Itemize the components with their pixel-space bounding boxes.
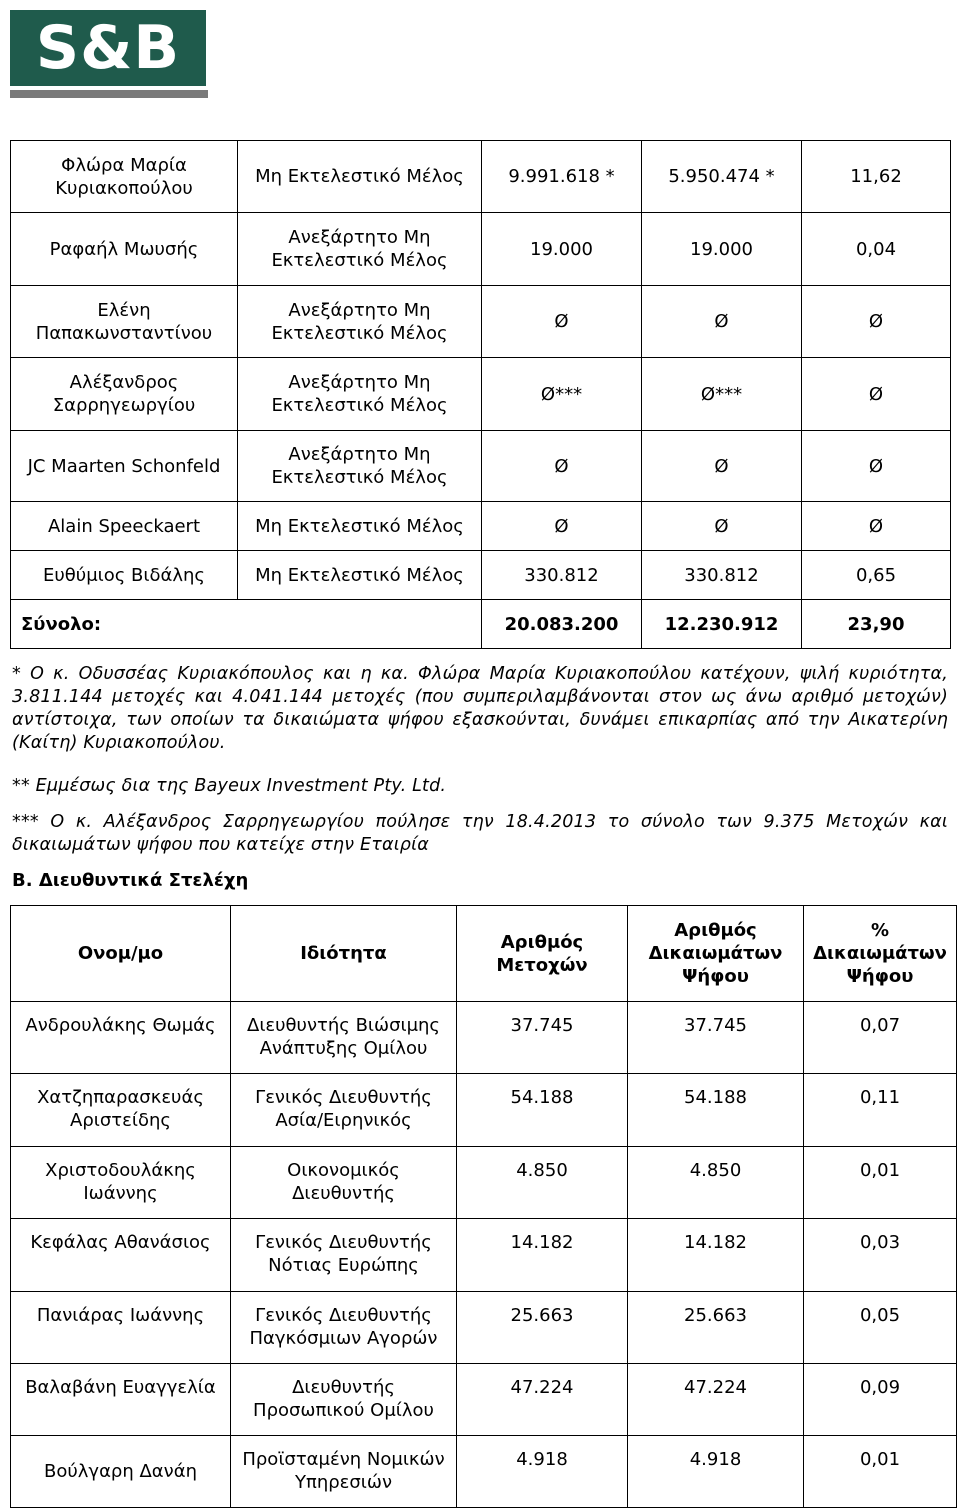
member-pct: Ø — [802, 502, 951, 551]
exec-role: Γενικός Διευθυντής Παγκόσμιων Αγορών — [231, 1292, 457, 1364]
member-votes: 330.812 — [642, 551, 802, 600]
exec-pct: 0,01 — [804, 1436, 957, 1508]
footnote-1-line: * Ο κ. Οδυσσέας Κυριακόπουλος και η κα. Φλώρα Μαρία Κυριακοπούλου κατέχουν, ψιλή κυριότητα, — [12, 664, 948, 684]
exec-votes: 4.850 — [628, 1147, 804, 1219]
exec-name: Χατζηπαρασκευάς Αριστείδης — [11, 1074, 231, 1147]
table-header-row — [11, 906, 957, 1002]
member-votes: 19.000 — [642, 213, 802, 286]
member-votes: Ø — [642, 502, 802, 551]
table-row — [11, 358, 951, 431]
logo-underline-bar — [10, 90, 208, 98]
table-row — [11, 431, 951, 502]
exec-pct: 0,05 — [804, 1292, 957, 1364]
member-role: Μη Εκτελεστικό Μέλος — [238, 141, 482, 213]
total-row — [11, 600, 951, 649]
member-role: Μη Εκτελεστικό Μέλος — [238, 551, 482, 600]
member-shares: Ø*** — [482, 358, 642, 431]
member-name: Φλώρα Μαρία Κυριακοπούλου — [11, 141, 238, 213]
exec-role: Διευθυντής Βιώσιμης Ανάπτυξης Ομίλου — [231, 1002, 457, 1074]
table-row — [11, 1002, 957, 1074]
member-role: Ανεξάρτητο Μη Εκτελεστικό Μέλος — [238, 358, 482, 431]
table-row — [11, 502, 951, 551]
exec-votes: 25.663 — [628, 1292, 804, 1364]
member-name: Alain Speeckaert — [11, 502, 238, 551]
exec-role: Προϊσταμένη Νομικών Υπηρεσιών — [231, 1436, 457, 1508]
header-name: Ονομ/μο — [11, 906, 231, 1002]
member-role: Ανεξάρτητο Μη Εκτελεστικό Μέλος — [238, 431, 482, 502]
header-shares: Αριθμός Μετοχών — [457, 906, 628, 1002]
footnote-2: ** Εμμέσως δια της Bayeux Investment Pty. Ltd. — [12, 776, 447, 796]
header-role: Ιδιότητα — [231, 906, 457, 1002]
exec-shares: 4.918 — [457, 1436, 628, 1508]
exec-name: Βούλγαρη Δανάη — [11, 1436, 231, 1508]
board-members-table — [10, 140, 951, 649]
exec-name: Ανδρουλάκης Θωμάς — [11, 1002, 231, 1074]
table-row — [11, 1436, 957, 1508]
exec-pct: 0,11 — [804, 1074, 957, 1147]
exec-shares: 37.745 — [457, 1002, 628, 1074]
exec-shares: 4.850 — [457, 1147, 628, 1219]
member-votes: 5.950.474 * — [642, 141, 802, 213]
exec-shares: 25.663 — [457, 1292, 628, 1364]
exec-pct: 0,07 — [804, 1002, 957, 1074]
logo-text: S&B — [35, 13, 181, 83]
footnote-1-line: 3.811.144 μετοχές και 4.041.144 μετοχές (που συμπεριλαμβάνονται στον ως άνω αριθμό μετοχών) — [12, 687, 948, 707]
table-row — [11, 1292, 957, 1364]
member-name: Ελένη Παπακωνσταντίνου — [11, 286, 238, 358]
footnote-1 — [12, 663, 948, 755]
table-row — [11, 551, 951, 600]
exec-votes: 4.918 — [628, 1436, 804, 1508]
member-shares: 19.000 — [482, 213, 642, 286]
exec-role: Γενικός Διευθυντής Ασία/Ειρηνικός — [231, 1074, 457, 1147]
total-pct: 23,90 — [802, 600, 951, 649]
exec-votes: 54.188 — [628, 1074, 804, 1147]
member-pct: Ø — [802, 431, 951, 502]
member-votes: Ø — [642, 286, 802, 358]
exec-name: Κεφάλας Αθανάσιος — [11, 1219, 231, 1292]
member-role: Ανεξάρτητο Μη Εκτελεστικό Μέλος — [238, 213, 482, 286]
total-label: Σύνολο: — [11, 600, 482, 649]
table-row — [11, 213, 951, 286]
member-pct: 0,65 — [802, 551, 951, 600]
member-shares: Ø — [482, 431, 642, 502]
header-pct: % Δικαιωμάτων Ψήφου — [804, 906, 957, 1002]
table-row — [11, 141, 951, 213]
table-row — [11, 286, 951, 358]
member-shares: 330.812 — [482, 551, 642, 600]
member-votes: Ø — [642, 431, 802, 502]
company-logo — [10, 10, 208, 100]
member-role: Ανεξάρτητο Μη Εκτελεστικό Μέλος — [238, 286, 482, 358]
member-shares: Ø — [482, 286, 642, 358]
exec-shares: 47.224 — [457, 1364, 628, 1436]
exec-shares: 54.188 — [457, 1074, 628, 1147]
exec-pct: 0,03 — [804, 1219, 957, 1292]
header-votes: Αριθμός Δικαιωμάτων Ψήφου — [628, 906, 804, 1002]
exec-pct: 0,09 — [804, 1364, 957, 1436]
member-shares: 9.991.618 * — [482, 141, 642, 213]
member-name: Αλέξανδρος Σαρρηγεωργίου — [11, 358, 238, 431]
exec-votes: 14.182 — [628, 1219, 804, 1292]
footnote-1-line: αντίστοιχα, των οποίων τα δικαιώματα ψήφου εξασκούνται, δυνάμει επικαρπίας από την Αικατερίνη — [12, 710, 948, 730]
exec-role: Γενικός Διευθυντής Νότιας Ευρώπης — [231, 1219, 457, 1292]
exec-pct: 0,01 — [804, 1147, 957, 1219]
total-votes: 12.230.912 — [642, 600, 802, 649]
exec-votes: 47.224 — [628, 1364, 804, 1436]
section-b-title: Β. Διευθυντικά Στελέχη — [12, 870, 249, 891]
table-row — [11, 1074, 957, 1147]
exec-votes: 37.745 — [628, 1002, 804, 1074]
member-pct: 0,04 — [802, 213, 951, 286]
member-pct: Ø — [802, 286, 951, 358]
table-row — [11, 1147, 957, 1219]
executives-table — [10, 905, 957, 1508]
member-pct: Ø — [802, 358, 951, 431]
footnote-3 — [12, 811, 948, 857]
footnote-3-line: *** Ο κ. Αλέξανδρος Σαρρηγεωργίου πούλησε την 18.4.2013 το σύνολο των 9.375 Μετοχών και — [12, 812, 948, 832]
table-row — [11, 1364, 957, 1436]
exec-name: Πανιάρας Ιωάννης — [11, 1292, 231, 1364]
exec-name: Βαλαβάνη Ευαγγελία — [11, 1364, 231, 1436]
exec-role: Διευθυντής Προσωπικού Ομίλου — [231, 1364, 457, 1436]
member-name: Ευθύμιος Βιδάλης — [11, 551, 238, 600]
exec-role: Οικονομικός Διευθυντής — [231, 1147, 457, 1219]
member-pct: 11,62 — [802, 141, 951, 213]
footnote-1-line: (Καίτη) Κυριακοπούλου. — [12, 733, 226, 753]
member-role: Μη Εκτελεστικό Μέλος — [238, 502, 482, 551]
member-shares: Ø — [482, 502, 642, 551]
member-votes: Ø*** — [642, 358, 802, 431]
exec-name: Χριστοδουλάκης Ιωάννης — [11, 1147, 231, 1219]
total-shares: 20.083.200 — [482, 600, 642, 649]
table-row — [11, 1219, 957, 1292]
footnote-3-line: δικαιωμάτων ψήφου που κατείχε στην Εταιρία — [12, 835, 429, 855]
member-name: Ραφαήλ Μωυσής — [11, 213, 238, 286]
member-name: JC Maarten Schonfeld — [11, 431, 238, 502]
exec-shares: 14.182 — [457, 1219, 628, 1292]
